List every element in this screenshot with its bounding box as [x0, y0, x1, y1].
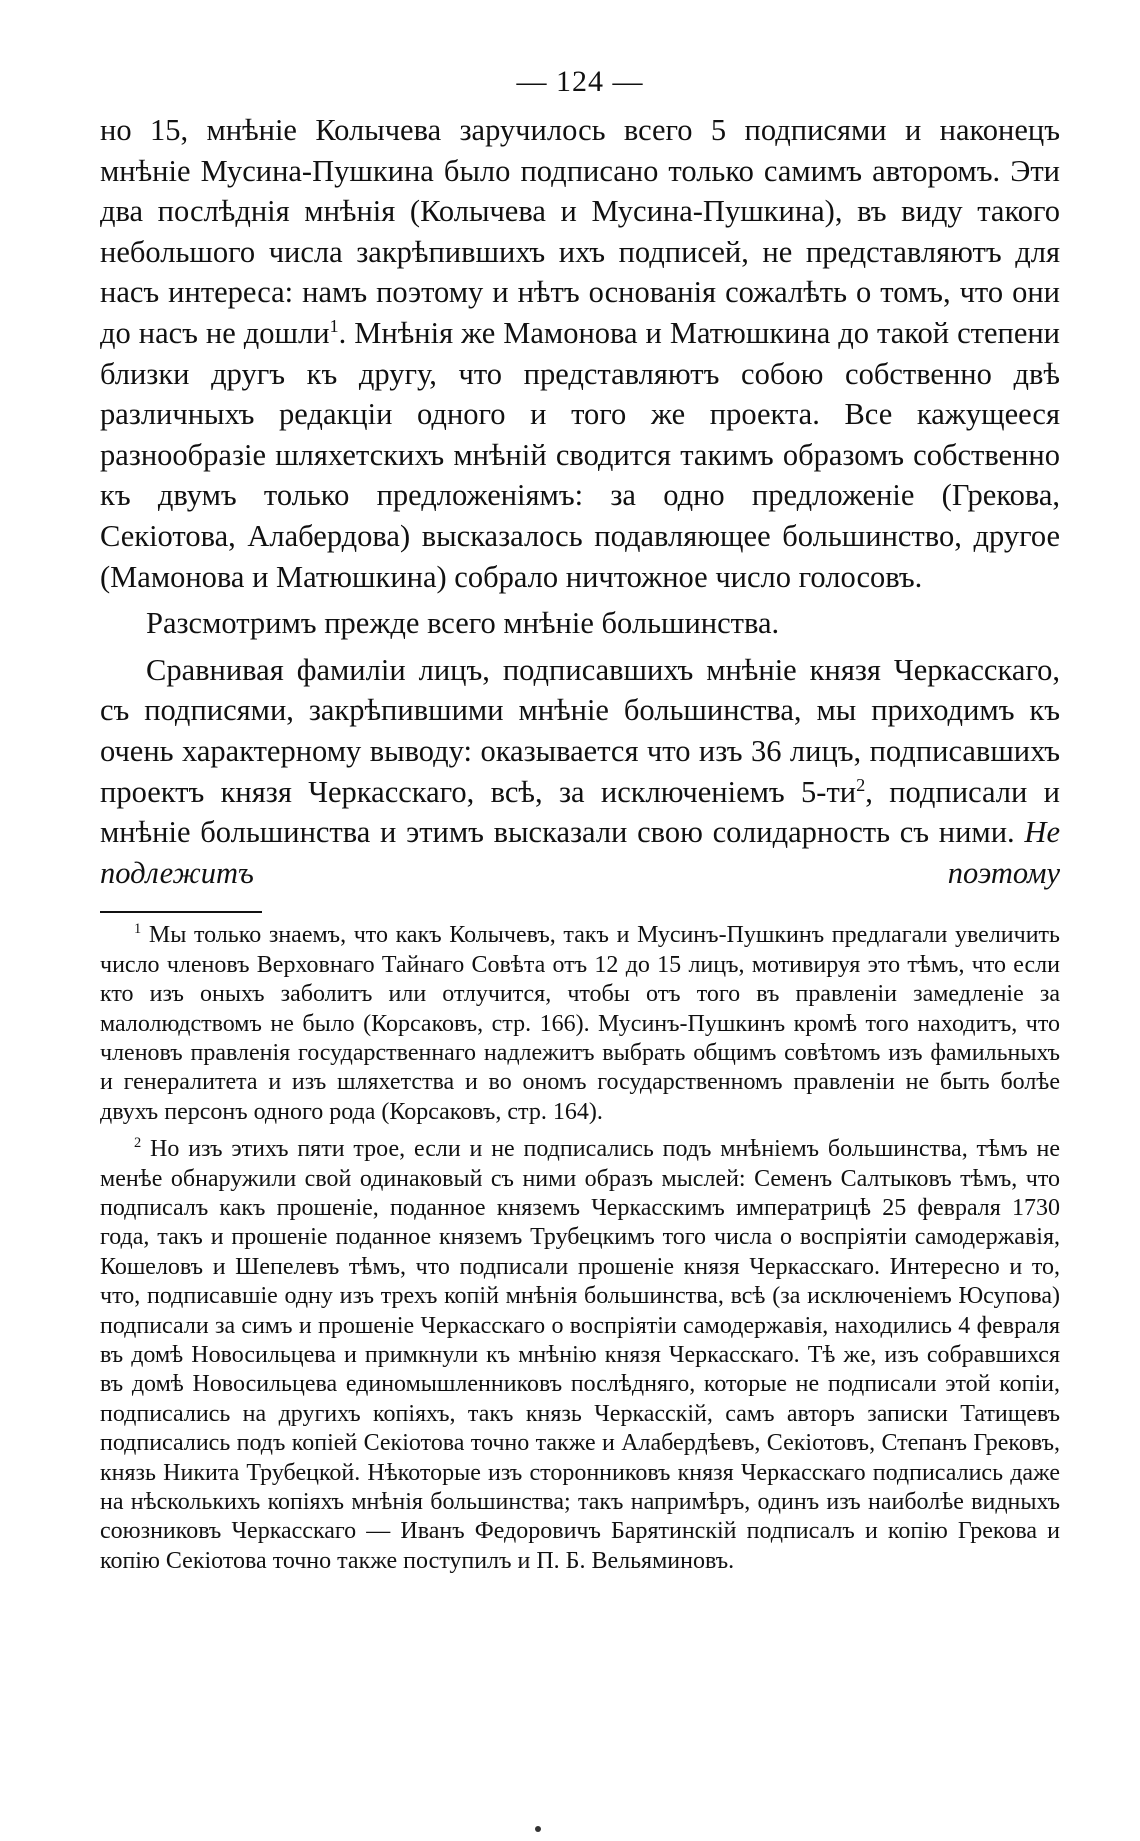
paragraph-3-text-b: , подписали и мнѣніе большинства и этимъ высказали свою солидарность съ ними.: [100, 774, 1060, 850]
page-number: — 124 —: [516, 65, 644, 98]
print-speck: [535, 1826, 541, 1832]
footnote-divider: [100, 911, 262, 913]
footnote-2: [100, 1135, 1060, 1576]
paragraph-3: [100, 650, 1060, 894]
main-text: [100, 110, 1060, 893]
footnote-1-text: Мы только знаемъ, что какъ Колычевъ, такъ и Мусинъ-Пушкинъ предлагали увеличить число членовъ Верховнаго Тайнаго Совѣта отъ 12 до 15 лицъ, мотивируя это тѣмъ, что если кто изъ оныхъ заболитъ или отлучится, чтобы отъ того въ правленіи замедленіе за малолюдствомъ не было (Корсаковъ, стр. 166). Мусинъ-Пушкинъ кромѣ того находитъ, что членовъ правленія государственнаго надлежитъ выбрать общимъ совѣтомъ изъ фамильныхъ и генералитета и изъ шляхетства и во ономъ государственномъ правленіи не быть болѣе двухъ персонъ одного рода (Корсаковъ, стр. 164).: [100, 922, 1060, 1125]
paragraph-1: [100, 110, 1060, 597]
footnote-ref-2: 2: [856, 774, 866, 795]
paragraph-3-emphasis: Не подлежитъ поэтому: [100, 815, 1060, 890]
paragraph-1-text-a: но 15, мнѣніе Колычева заручилось всего 5 подписями и наконецъ мнѣніе Мусина-Пушкина было подписано только самимъ авторомъ. Эти два послѣднія мнѣнія (Колычева и Мусина-Пушкина), въ виду такого небольшого числа закрѣпившихъ ихъ подписей, не представляютъ для насъ интереса: намъ поэтому и нѣтъ основанія сожалѣть о томъ, что они до насъ не дошли: [100, 113, 1060, 350]
footnote-marker-1: 1: [134, 921, 142, 938]
footnote-1: [100, 921, 1060, 1127]
footnote-ref-1: 1: [329, 315, 339, 336]
paragraph-1-text-b: . Мнѣнія же Мамонова и Матюшкина до такой степени близки другъ къ другу, что представляютъ собою собственно двѣ различныхъ редакціи одного и того же проекта. Все кажущееся разнообразіе шляхетскихъ мнѣній сводится такимъ образомъ собственно къ двумъ только предложеніямъ: за одно предложеніе (Грекова, Секіотова, Алабердова) высказалось подавляющее большинство, другое (Мамонова и Матюшкина) собрало ничтожное число голосовъ.: [100, 315, 1061, 594]
paragraph-2: Разсмотримъ прежде всего мнѣніе большинства.: [146, 606, 780, 641]
footnote-marker-2: 2: [134, 1135, 142, 1152]
paragraph-3-text-a: Сравнивая фамиліи лицъ, подписавшихъ мнѣніе князя Черкасскаго, съ подписями, закрѣпившими мнѣніе большинства, мы приходимъ къ очень характерному выводу: оказывается что изъ 36 лицъ, подписавшихъ проектъ князя Черкасскаго, всѣ, за исключеніемъ 5-ти: [100, 652, 1060, 809]
book-page: [100, 62, 1060, 1576]
footnotes: [100, 921, 1060, 1576]
footnote-2-text: Но изъ этихъ пяти трое, если и не подписались подъ мнѣніемъ большинства, тѣмъ не менѣе обнаружили свой одинаковый съ ними образъ мыслей: Семенъ Салтыковъ тѣмъ, что подписалъ какъ прошеніе, поданное княземъ Черкасскимъ императрицѣ 25 февраля 1730 года, такъ и прошеніе поданное княземъ Трубецкимъ того числа о воспріятіи самодержавія, Кошеловъ и Шепелевъ тѣмъ, что подписали прошеніе князя Черкасскаго. Интересно и то, что, подписавшіе одну изъ трехъ копій мнѣнія большинства, всѣ (за исключеніемъ Юсупова) подписали за симъ и прошеніе Черкасскаго о воспріятіи самодержавія, находились 4 февраля въ домѣ Новосильцева и примкнули къ мнѣнію князя Черкасскаго. Тѣ же, изъ собравшихся въ домѣ Новосильцева единомышленниковъ послѣдняго, которые не подписали этой копіи, подписались на другихъ копіяхъ, такъ князь Черкасскій, самъ авторъ записки Татищевъ подписались подъ копіей Секіотова точно также и Алабердѣевъ, Секіотовъ, Степанъ Грековъ, князь Никита Трубецкой. Нѣкоторые изъ сторонниковъ князя Черкасскаго подписались даже на нѣсколькихъ копіяхъ мнѣнія большинства; такъ напримѣръ, одинъ изъ наиболѣе видныхъ союзниковъ Черкасскаго — Иванъ Федоровичъ Барятинскій подписалъ и копію Грекова и копію Секіотова точно также поступилъ и П. Б. Вельяминовъ.: [100, 1136, 1060, 1574]
